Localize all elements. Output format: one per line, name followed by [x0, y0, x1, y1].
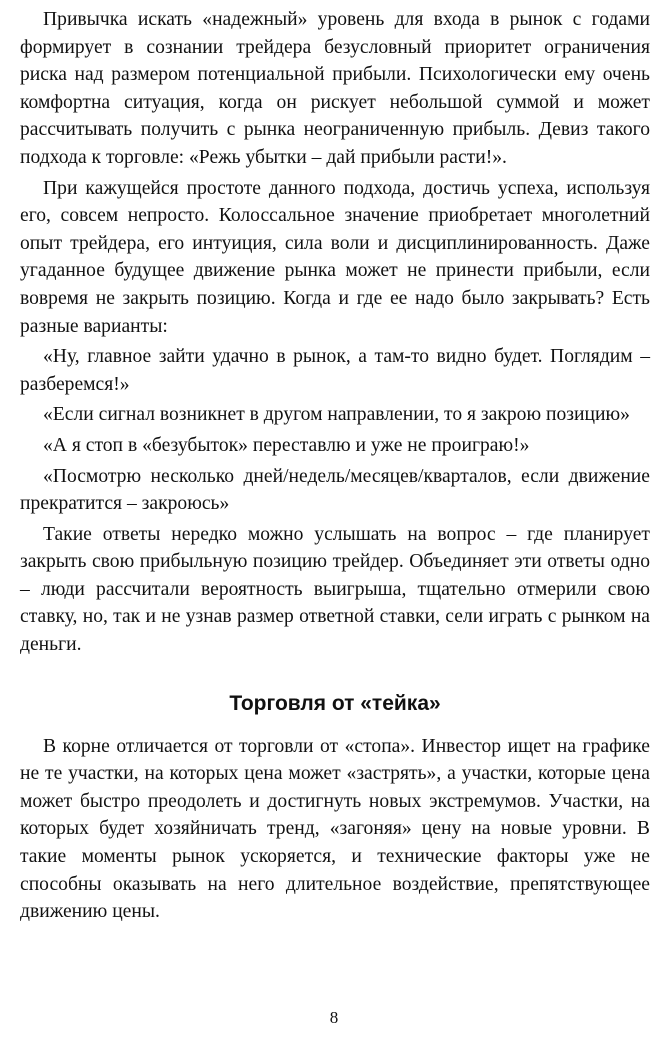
paragraph: Привычка искать «надежный» уровень для входа в рынок с годами формирует в сознании трейдера безусловный приоритет ограничения риска над размером потенциальной прибыли. Психологически ему очень комфортна ситуация, когда он рискует небольшой суммой и может рассчитывать получить с рынка неограниченную прибыль. Девиз такого подхода к торговле: «Режь убытки – дай прибыли расти!».	[20, 9, 650, 168]
quote-paragraph: «Если сигнал возникнет в другом направлении, то я закрою позицию»	[43, 404, 630, 426]
quote-paragraph: «А я стоп в «безубыток» переставлю и уже не проиграю!»	[43, 434, 530, 456]
page-number: 8	[329, 1008, 339, 1027]
paragraph: Такие ответы нередко можно услышать на вопрос – где планирует закрыть свою прибыльную позицию трейдер. Объединяет эти ответы одно – люди рассчитали вероятность выигрыша, тщательно отмерили свою ставку, но, так и не узнав размер ответной ставки, сели играть с рынком на деньги.	[20, 523, 650, 656]
page-body	[20, 6, 650, 929]
paragraph: В корне отличается от торговли от «стопа». Инвестор ищет на графике не те участки, на которых цена может «застрять», а участки, которые цена может быстро преодолеть и достигнуть новых экстремумов. Участки, на которых будет хозяйничать тренд, «загоняя» цену на новые уровни. В такие моменты рынок ускоряется, и технические факторы уже не способны оказывать на него длительное воздействие, препятствующее движению цены.	[20, 735, 650, 923]
paragraph: При кажущейся простоте данного подхода, достичь успеха, используя его, совсем непросто. Колоссальное значение приобретает многолетний опыт трейдера, его интуиция, сила воли и дисциплинированность. Даже угаданное будущее движение рынка может не принести прибыли, если вовремя не закрыть позицию. Когда и где ее надо было закрывать? Есть разные варианты:	[20, 177, 650, 337]
quote-paragraph: «Посмотрю несколько дней/недель/месяцев/кварталов, если движение прекратится – закроюсь»	[20, 465, 650, 515]
quote-paragraph: «Ну, главное зайти удачно в рынок, а там-то видно будет. Поглядим – разберемся!»	[20, 346, 650, 395]
section-heading: Торговля от «тейка»	[229, 691, 441, 715]
